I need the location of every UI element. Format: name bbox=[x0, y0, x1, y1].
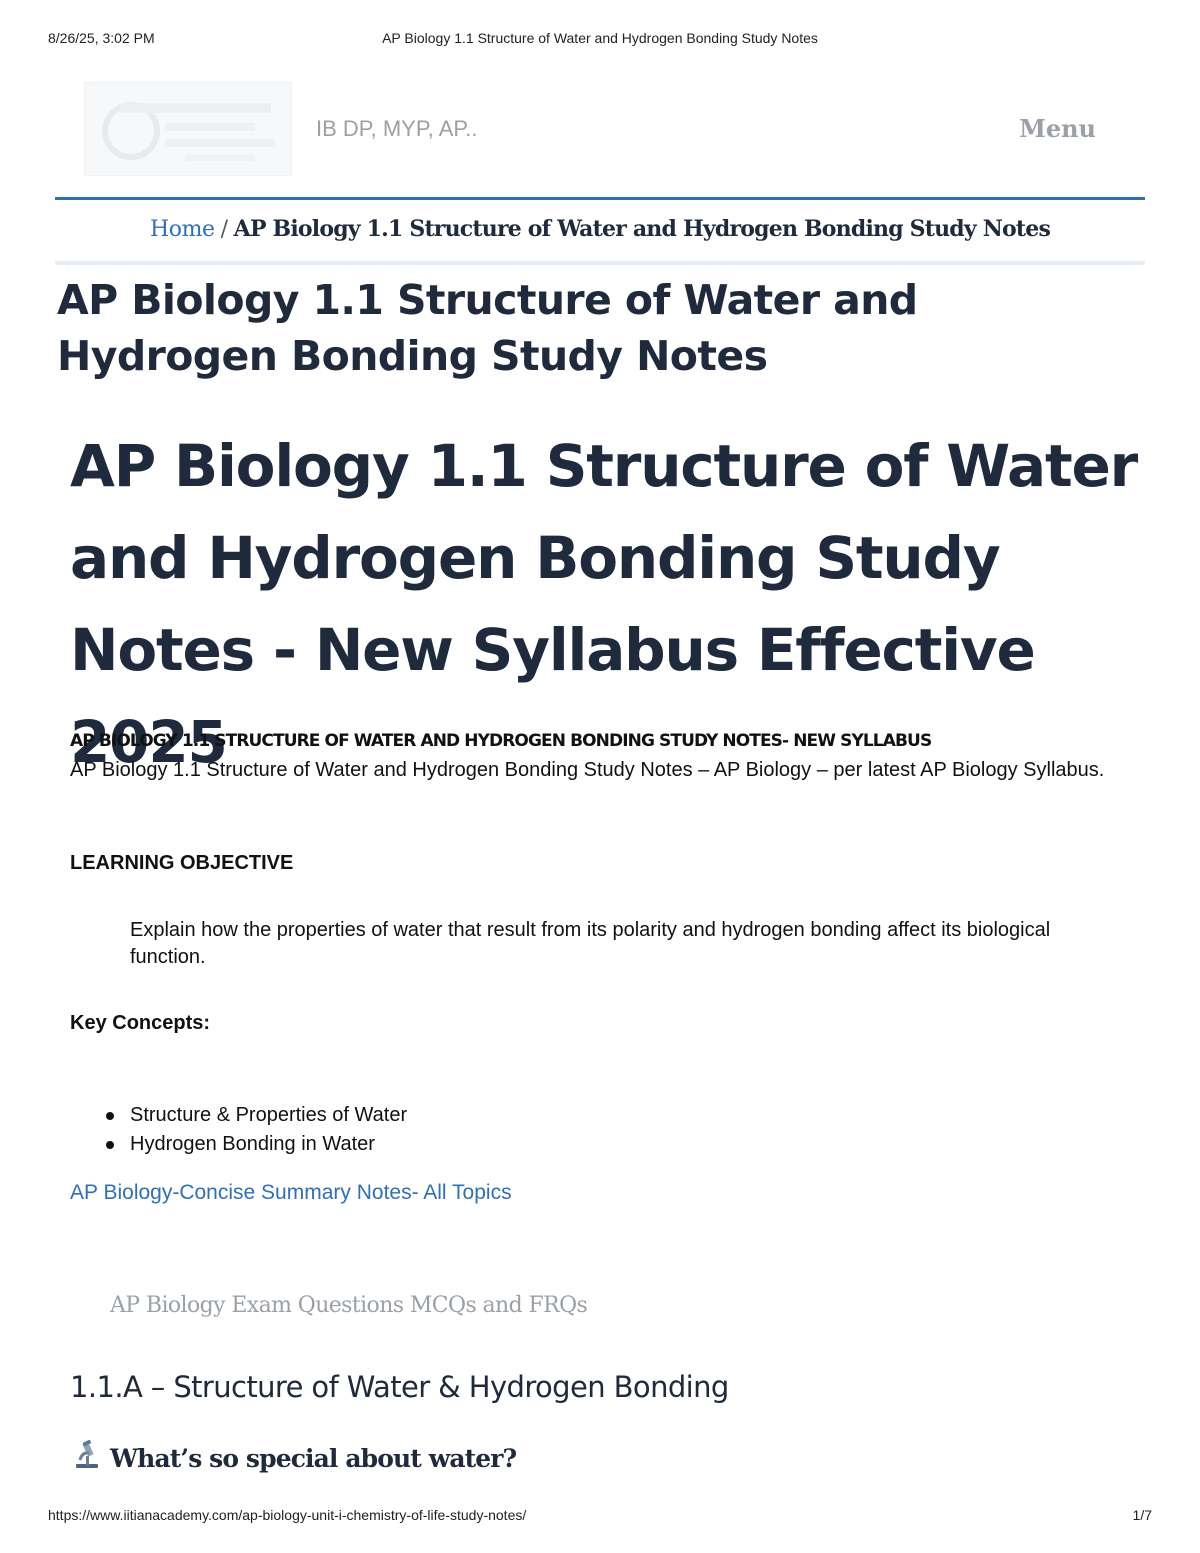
learning-objective-heading: LEARNING OBJECTIVE bbox=[70, 852, 294, 874]
print-header bbox=[48, 30, 1152, 46]
summary-notes-link[interactable]: AP Biology-Concise Summary Notes- All Topics bbox=[70, 1181, 512, 1204]
syllabus-caps-heading: AP BIOLOGY 1.1 STRUCTURE OF WATER AND HYDROGEN BONDING STUDY NOTES- NEW SYLLABUS bbox=[70, 731, 932, 751]
site-logo[interactable] bbox=[84, 82, 292, 176]
sub-heading-text: What’s so special about water? bbox=[110, 1443, 517, 1473]
print-datetime: 8/26/25, 3:02 PM bbox=[48, 30, 155, 46]
intro-paragraph: AP Biology 1.1 Structure of Water and Hydrogen Bonding Study Notes – AP Biology – per latest AP Biology Syllabus. bbox=[70, 759, 1105, 781]
list-item: Hydrogen Bonding in Water bbox=[130, 1130, 407, 1159]
print-page-number: 1/7 bbox=[1132, 1507, 1152, 1523]
page-title: AP Biology 1.1 Structure of Water and Hydrogen Bonding Study Notes bbox=[57, 276, 918, 380]
breadcrumb bbox=[0, 216, 1200, 242]
header-divider bbox=[55, 197, 1145, 200]
print-url: https://www.iitianacademy.com/ap-biology-unit-i-chemistry-of-life-study-notes/ bbox=[48, 1507, 527, 1523]
site-tagline[interactable]: IB DP, MYP, AP.. bbox=[316, 116, 478, 141]
list-item: Structure & Properties of Water bbox=[130, 1101, 407, 1130]
key-concepts-heading: Key Concepts: bbox=[70, 1012, 211, 1034]
learning-objective-text: Explain how the properties of water that result from its polarity and hydrogen bonding affect its biological function. bbox=[130, 919, 1051, 968]
print-doc-title: AP Biology 1.1 Structure of Water and Hydrogen Bonding Study Notes bbox=[382, 30, 818, 46]
breadcrumb-divider bbox=[55, 261, 1145, 265]
print-footer bbox=[48, 1507, 1152, 1523]
main-heading: AP Biology 1.1 Structure of Water and Hydrogen Bonding Study Notes - New Syllabus Effective 2025 bbox=[70, 432, 1138, 776]
key-concepts-list bbox=[130, 1101, 407, 1159]
sub-heading bbox=[72, 1440, 516, 1476]
logo-graphic-icon bbox=[85, 83, 291, 175]
breadcrumb-separator: / bbox=[220, 217, 228, 242]
exam-questions-link[interactable]: AP Biology Exam Questions MCQs and FRQs bbox=[110, 1293, 588, 1318]
menu-button[interactable]: Menu bbox=[1019, 114, 1096, 143]
section-heading: 1.1.A – Structure of Water & Hydrogen Bonding bbox=[70, 1370, 729, 1404]
microscope-icon bbox=[72, 1440, 102, 1476]
breadcrumb-current: AP Biology 1.1 Structure of Water and Hydrogen Bonding Study Notes bbox=[233, 216, 1051, 242]
breadcrumb-home-link[interactable]: Home bbox=[149, 217, 215, 242]
site-header bbox=[84, 78, 1096, 178]
